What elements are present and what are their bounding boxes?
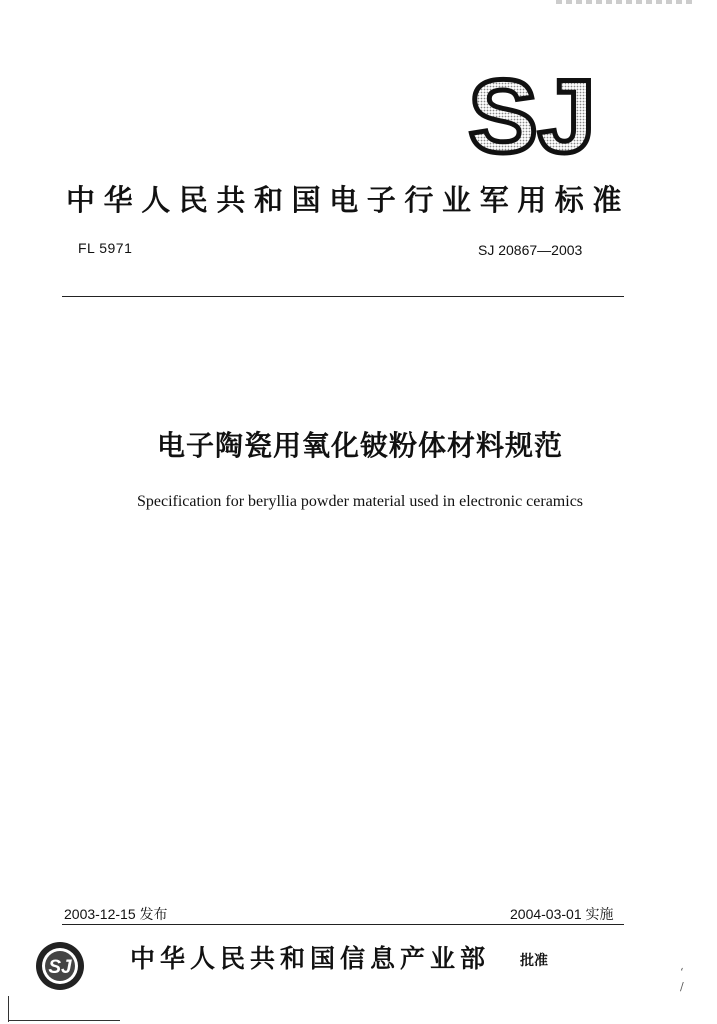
svg-text:SJ: SJ: [468, 76, 596, 158]
ministry-seal-icon: [34, 940, 86, 992]
corner-mark-horizontal: [8, 1020, 120, 1021]
header-divider: [62, 296, 624, 297]
sj-logo: [462, 76, 602, 158]
margin-marks: ʻ /: [680, 966, 684, 993]
issuing-authority: 中华人民共和国信息产业部: [130, 944, 491, 973]
standard-number: SJ 20867—2003: [478, 242, 583, 258]
svg-text:SJ: SJ: [48, 957, 72, 978]
effective-date: 2004-03-01 实施: [510, 906, 614, 922]
corner-mark-vertical: [8, 996, 9, 1022]
classification-code: FL 5971: [78, 240, 133, 256]
document-title-cn: 电子陶瓷用氧化铍粉体材料规范: [156, 429, 563, 462]
scan-edge-marks: [556, 0, 696, 4]
footer-divider: [62, 924, 624, 925]
document-title-en: Specification for beryllia powder material used in electronic ceramics: [136, 493, 584, 510]
issue-date: 2003-12-15 发布: [64, 906, 168, 922]
approval-label: 批准: [520, 953, 548, 969]
standard-category-title: 中华人民共和国电子行业军用标准: [66, 183, 631, 217]
